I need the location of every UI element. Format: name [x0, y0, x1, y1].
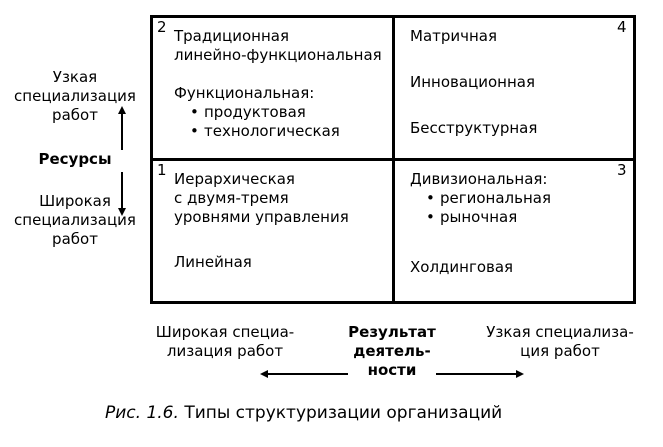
bottom-axis-right-line: Узкая специализа-	[486, 323, 634, 341]
quadrant-3-number: 3	[617, 161, 627, 179]
left-axis-bottom-line: Широкая	[39, 192, 111, 210]
quadrant-2-number: 2	[157, 18, 167, 36]
quadrant-1-line: с двумя-тремя	[174, 189, 289, 207]
bottom-axis-left-line: Широкая специа-	[155, 323, 295, 341]
quadrant-4-item: Инновационная	[410, 73, 536, 91]
left-axis-bottom-line: работ	[52, 230, 98, 248]
left-axis-label: Ресурсы	[38, 150, 112, 168]
left-axis-top-line: специализация	[14, 87, 136, 105]
bottom-axis-left-line: лизация работ	[166, 342, 284, 360]
figure-caption	[105, 403, 502, 423]
quadrant-3-bullet: • рыночная	[424, 208, 551, 227]
quadrant-4-item: Матричная	[410, 27, 498, 45]
quadrant-2-subtitle: Функциональная:	[174, 84, 315, 102]
quadrant-2-line: Традиционная	[174, 27, 289, 45]
quadrant-1-line: уровнями управления	[174, 208, 349, 226]
quadrant-1-number: 1	[157, 161, 167, 179]
quadrant-1-line: Иерархическая	[174, 170, 295, 188]
quadrant-3-extra: Холдинговая	[410, 258, 514, 276]
quadrant-2-bullet: • технологическая	[188, 122, 382, 141]
caption-text: Типы структуризации организаций	[184, 403, 503, 423]
bottom-axis-label-line: деятель-	[353, 342, 431, 360]
left-axis-top-line: Узкая	[52, 68, 98, 86]
bottom-axis-right-line: ция работ	[520, 342, 600, 360]
caption-prefix: Рис. 1.6.	[105, 403, 179, 423]
bottom-axis-label-line: ности	[367, 361, 417, 379]
quadrant-3-bullet: • региональная	[424, 189, 551, 208]
quadrant-2-line: линейно-функциональная	[174, 46, 382, 64]
quadrant-4-item: Бесструктурная	[410, 119, 538, 137]
quadrant-1-extra: Линейная	[174, 253, 252, 271]
quadrant-3-title: Дивизиональная:	[410, 170, 548, 188]
bottom-axis-label-line: Результат	[348, 323, 436, 341]
quadrant-2-bullet: • продуктовая	[188, 103, 382, 122]
left-axis-top-line: работ	[52, 106, 98, 124]
quadrant-4-number: 4	[617, 18, 627, 36]
left-axis-bottom-line: специализация	[14, 211, 136, 229]
